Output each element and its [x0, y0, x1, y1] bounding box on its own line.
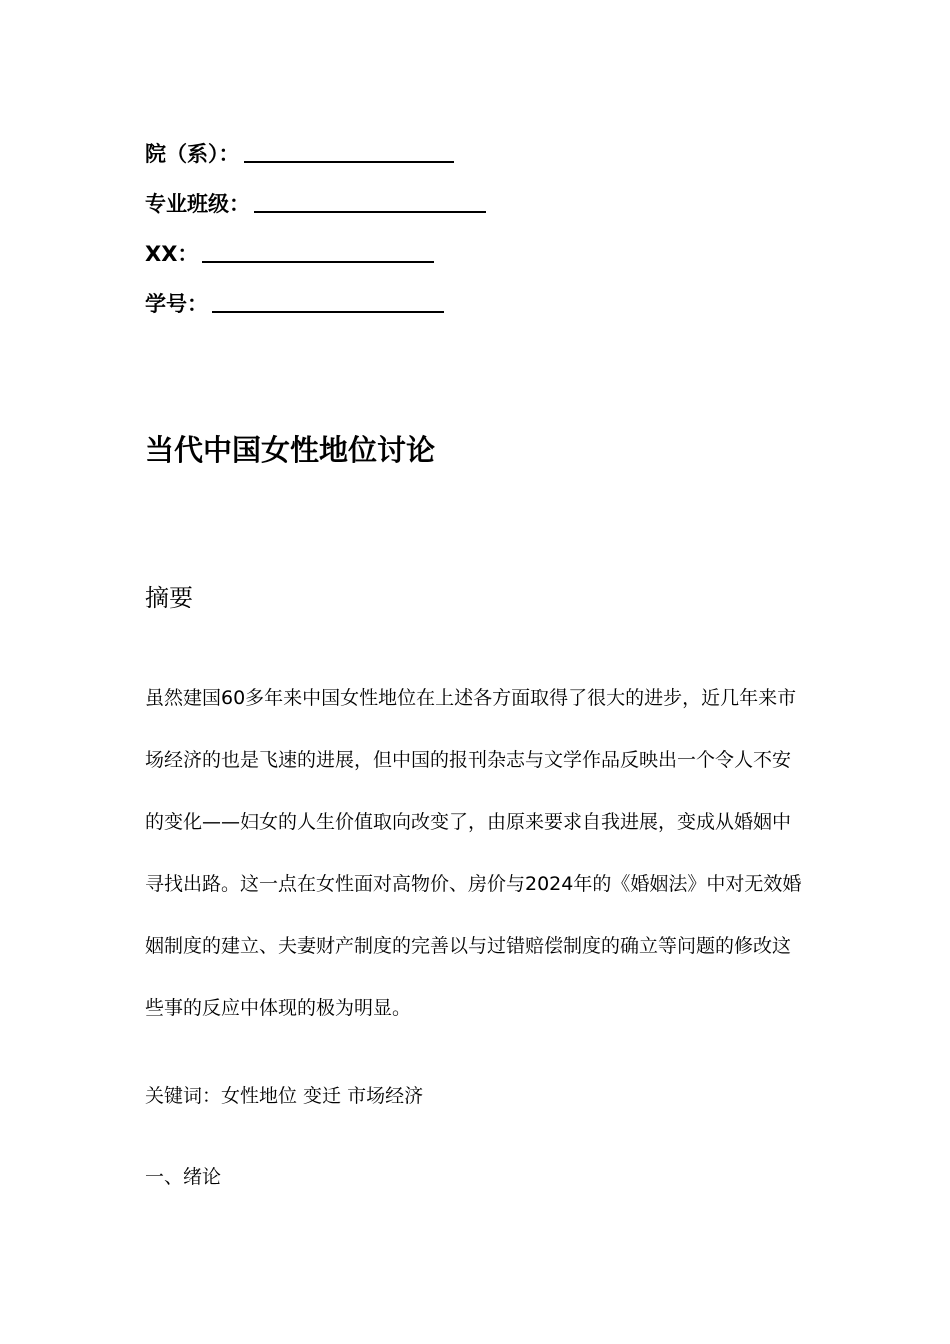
section-heading-introduction: 一、绪论 [145, 1166, 222, 1188]
major-class-label: 专业班级： [145, 192, 250, 216]
abstract-line: 姻制度的建立、夫妻财产制度的完善以与过错赔偿制度的确立等问题的修改这 [145, 935, 792, 957]
abstract-line: 寻找出路。这一点在女性面对高物价、房价与2024年的《婚姻法》中对无效婚 [145, 873, 802, 895]
abstract-line: 些事的反应中体现的极为明显。 [145, 997, 412, 1019]
keywords-line: 关键词：女性地位 变迁 市场经济 [145, 1085, 424, 1107]
department-field [145, 137, 454, 168]
name-field [145, 237, 434, 268]
name-label: XX： [145, 242, 199, 266]
major-class-field [145, 187, 486, 218]
abstract-line: 场经济的也是飞速的进展，但中国的报刊杂志与文学作品反映出一个令人不安 [145, 749, 792, 771]
abstract-heading: 摘要 [145, 584, 193, 612]
major-class-blank [254, 189, 486, 213]
abstract-line: 的变化——妇女的人生价值取向改变了，由原来要求自我进展，变成从婚姻中 [145, 811, 792, 833]
student-id-field [145, 287, 444, 318]
student-id-label: 学号： [145, 292, 208, 316]
department-blank [244, 139, 454, 163]
name-blank [202, 239, 434, 263]
document-title: 当代中国女性地位讨论 [145, 433, 436, 467]
student-id-blank [212, 289, 444, 313]
abstract-line: 虽然建国60多年来中国女性地位在上述各方面取得了很大的进步，近几年来市 [145, 687, 797, 709]
department-label: 院（系）： [145, 142, 240, 166]
